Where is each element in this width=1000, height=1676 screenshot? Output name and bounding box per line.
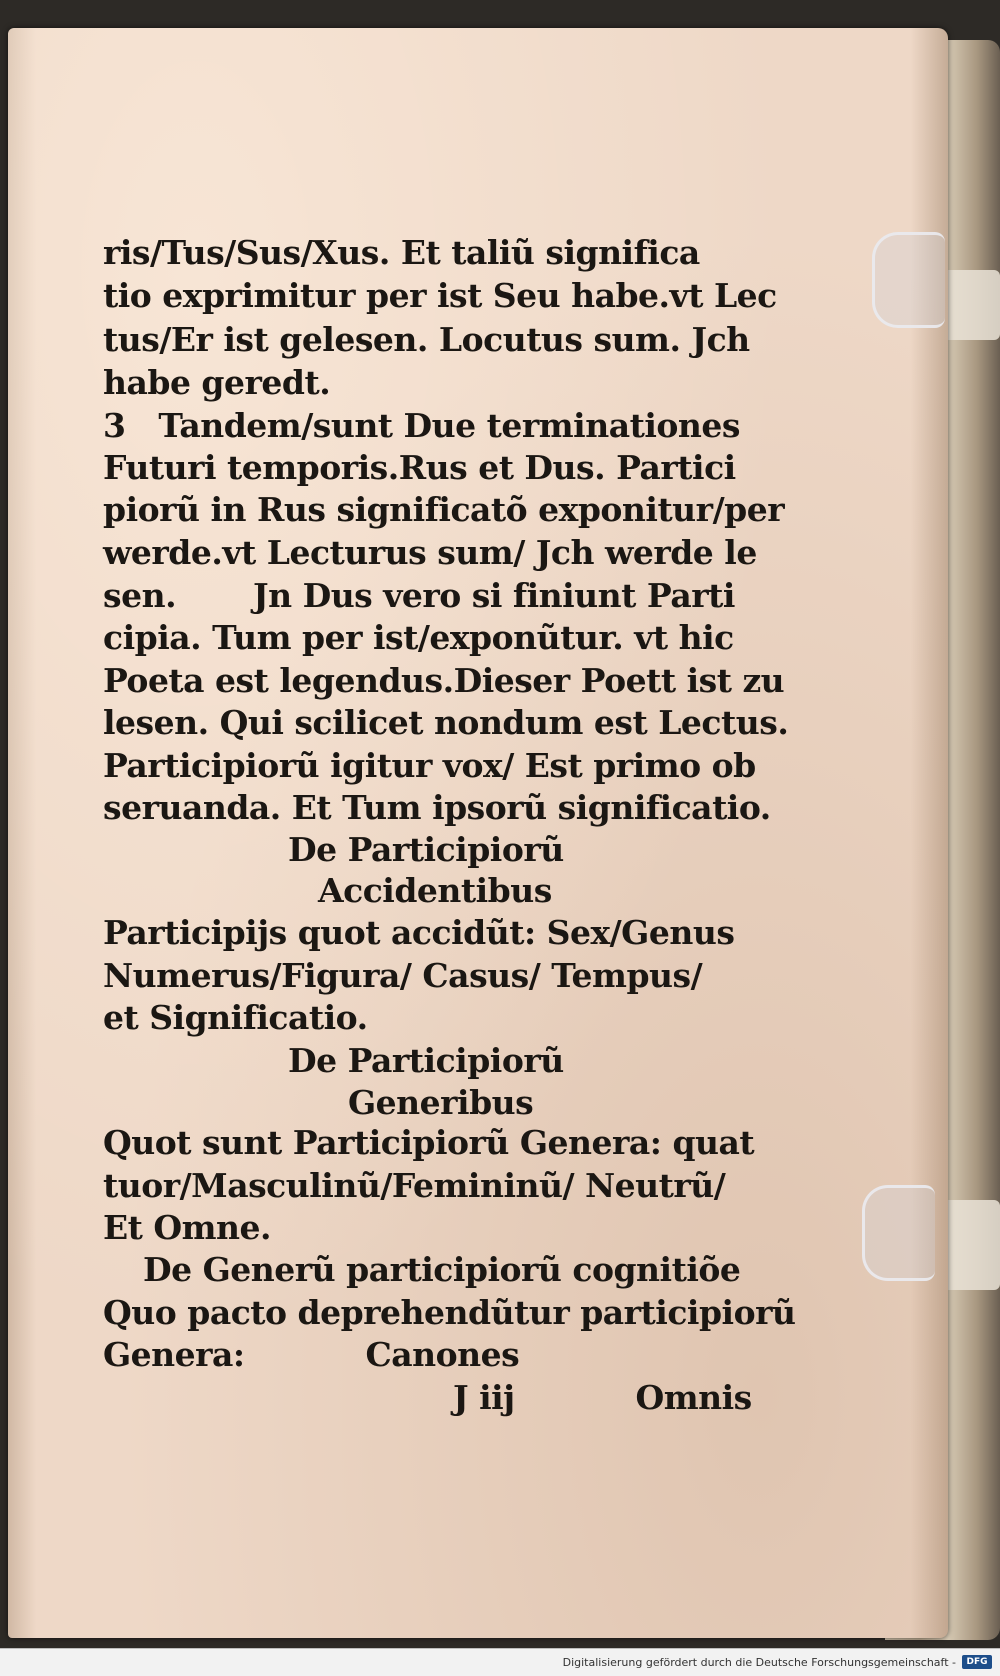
section-heading: De Generũ participiorũ cognitiõe bbox=[143, 1250, 741, 1289]
text-line: tio exprimitur per ist Seu habe.vt Lec bbox=[103, 276, 777, 315]
text-line: ris/Tus/Sus/Xus. Et taliũ significa bbox=[103, 233, 700, 272]
text-line: Quo pacto deprehendũtur participiorũ bbox=[103, 1293, 796, 1332]
text-line: Quot sunt Participiorũ Genera: quat bbox=[103, 1123, 755, 1162]
text-line: tus/Er ist gelesen. Locutus sum. Jch bbox=[103, 320, 750, 359]
footer-credit: Digitalisierung gefördert durch die Deutsche Forschungsgemeinschaft - bbox=[562, 1656, 956, 1669]
signature-and-catchword: J iij Omnis bbox=[453, 1378, 752, 1417]
text-line: lesen. Qui scilicet nondum est Lectus. bbox=[103, 703, 789, 742]
text-line: seruanda. Et Tum ipsorũ significatio. bbox=[103, 788, 771, 827]
text-line: werde.vt Lecturus sum/ Jch werde le bbox=[103, 533, 757, 572]
text-line: Participiorũ igitur vox/ Est primo ob bbox=[103, 746, 756, 785]
section-heading: De Participiorũ bbox=[288, 1041, 564, 1080]
text-line: Et Omne. bbox=[103, 1208, 272, 1247]
text-line: habe geredt. bbox=[103, 363, 331, 402]
dfg-logo: DFG bbox=[962, 1655, 992, 1669]
section-heading: Accidentibus bbox=[318, 871, 552, 910]
section-heading: Generibus bbox=[348, 1083, 534, 1122]
page-clip bbox=[872, 232, 945, 328]
book-page bbox=[8, 28, 948, 1638]
text-line: Futuri temporis.Rus et Dus. Partici bbox=[103, 448, 736, 487]
text-line: piorũ in Rus significatõ exponitur/per bbox=[103, 490, 785, 529]
text-line: tuor/Masculinũ/Femininũ/ Neutrũ/ bbox=[103, 1166, 726, 1205]
text-line: 3 Tandem/sunt Due terminationes bbox=[103, 406, 740, 445]
footer-bar bbox=[0, 1648, 1000, 1676]
text-line: et Significatio. bbox=[103, 998, 368, 1037]
text-line: Poeta est legendus.Dieser Poett ist zu bbox=[103, 661, 785, 700]
text-line: Participijs quot accidũt: Sex/Genus bbox=[103, 913, 735, 952]
text-line: sen. Jn Dus vero si finiunt Parti bbox=[103, 576, 735, 615]
text-line: cipia. Tum per ist/exponũtur. vt hic bbox=[103, 618, 734, 657]
page-clip bbox=[862, 1185, 935, 1281]
section-heading: De Participiorũ bbox=[288, 830, 564, 869]
text-line: Genera: Canones bbox=[103, 1335, 520, 1374]
text-line: Numerus/Figura/ Casus/ Tempus/ bbox=[103, 956, 703, 995]
